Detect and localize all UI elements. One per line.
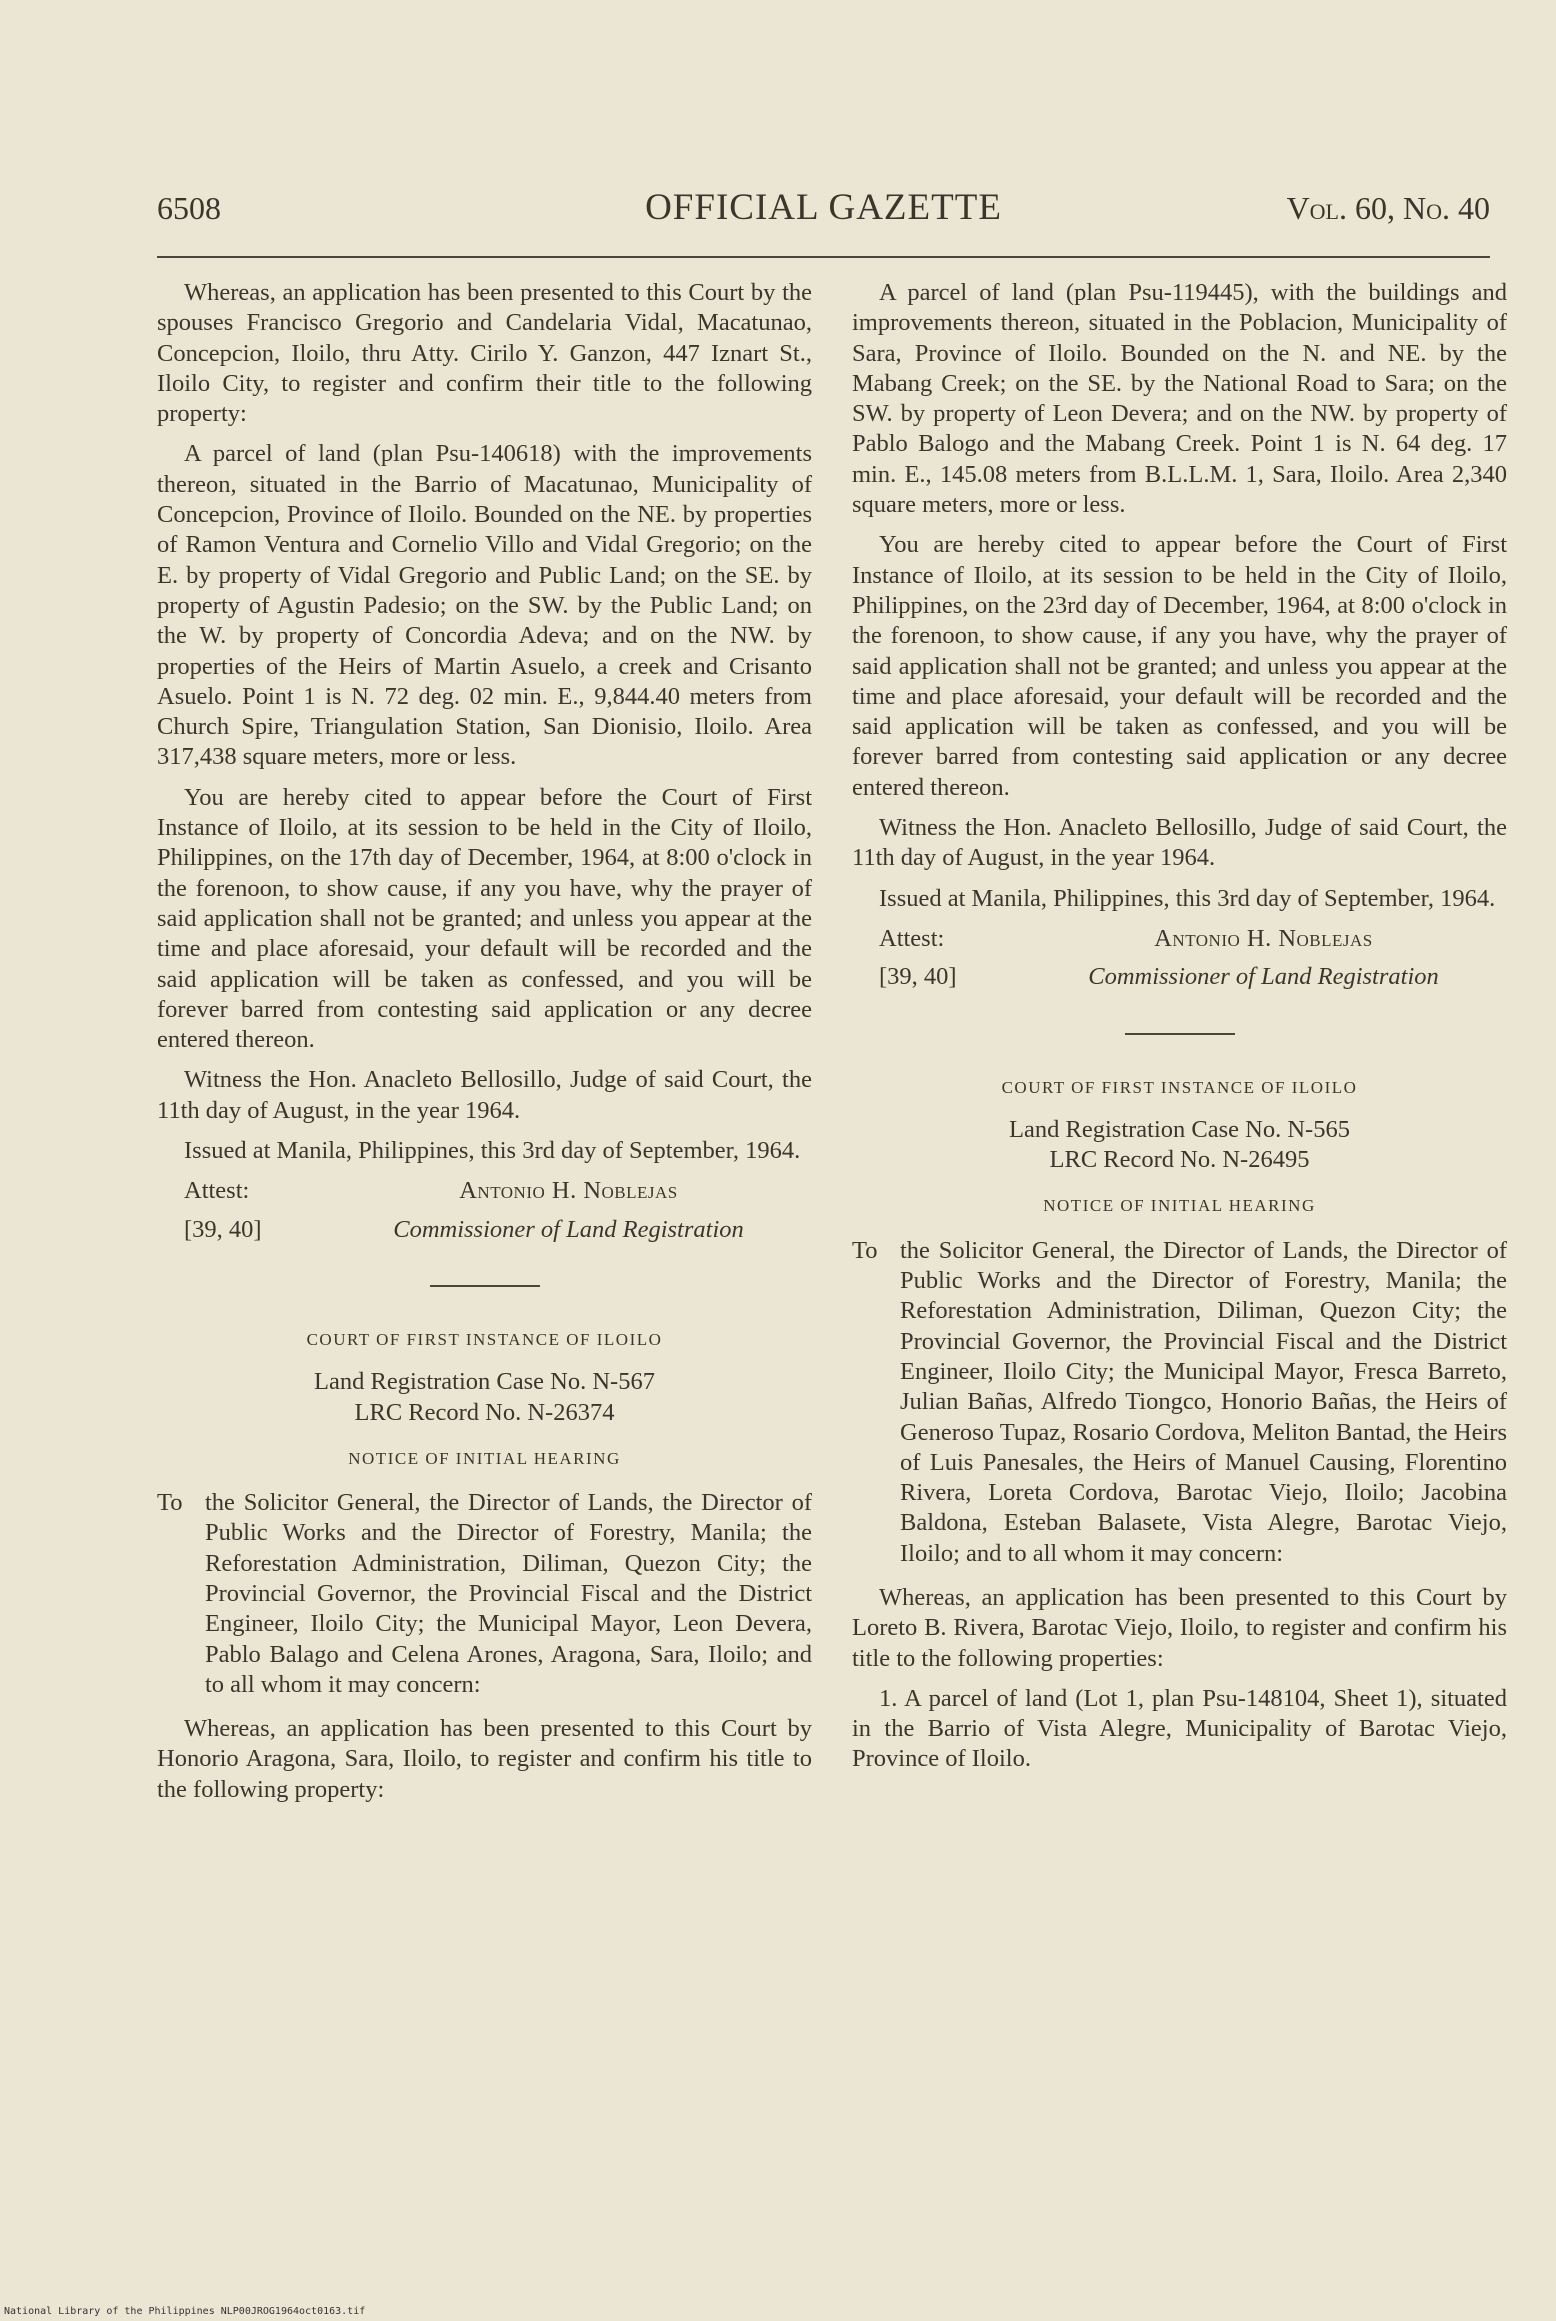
attest-line	[852, 924, 1507, 954]
addressees	[157, 1488, 812, 1700]
paragraph: Whereas, an application has been presented to this Court by the spouses Francisco Gregorio and Candelaria Vidal, Macatunao, Concepcion, Iloilo, thru Atty. Cirilo Y. Ganzon, 447 Iznart St., Iloilo City, to register and confirm their title to the following property:	[157, 279, 812, 428]
to-label: To	[852, 1236, 878, 1264]
attest-label: Attest:	[879, 924, 945, 952]
paragraph: Issued at Manila, Philippines, this 3rd day of September, 1964.	[879, 884, 1496, 912]
attest-title-line	[852, 962, 1507, 992]
notice-heading: NOTICE OF INITIAL HEARING	[1043, 1196, 1316, 1216]
paragraph: Whereas, an application has been presented to this Court by Honorio Aragona, Sara, Iloilo, to register and confirm his title to the following property:	[157, 1715, 812, 1803]
attest-line	[157, 1176, 812, 1206]
attest-title-line	[157, 1215, 812, 1245]
page-header	[157, 187, 1490, 240]
paragraph: You are hereby cited to appear before the Court of First Instance of Iloilo, at its session to be held in the City of Iloilo, Philippines, on the 17th day of December, 1964, at 8:00 o'clock in the forenoon, to show cause, if any you have, why the prayer of said application shall not be granted; and unless you appear at the time and place aforesaid, your default will be recorded and the said application will be taken as confessed, and you will be forever barred from contesting said application or any decree entered thereon.	[157, 783, 812, 1054]
attest-label: Attest:	[184, 1177, 250, 1205]
paragraph: You are hereby cited to appear before the Court of First Instance of Iloilo, at its session to be held in the City of Iloilo, Philippines, on the 23rd day of December, 1964, at 8:00 o'clock in the forenoon, to show cause, if any you have, why the prayer of said application shall not be granted; and unless you appear at the time and place aforesaid, your default will be recorded and the said application will be taken as confessed, and you will be forever barred from contesting said application or any decree entered thereon.	[852, 531, 1507, 801]
notice-heading: NOTICE OF INITIAL HEARING	[348, 1448, 621, 1468]
court-heading: COURT OF FIRST INSTANCE OF ILOILO	[1001, 1077, 1358, 1097]
volume-issue: Vol. 60, No. 40	[1286, 190, 1490, 226]
attest-name: Antonio H. Noblejas	[459, 1177, 678, 1205]
lrc-record-number: LRC Record No. N-26495	[1049, 1146, 1310, 1174]
to-label: To	[157, 1489, 183, 1517]
right-column	[852, 278, 1507, 1785]
attest-title: Commissioner of Land Registration	[1088, 963, 1439, 991]
addressee-list: the Solicitor General, the Director of Lands, the Director of Public Works and the Director of Forestry, Manila; the Reforestation Administration, Diliman, Quezon City; the Provincial Governor, the Provincial Fiscal and the District Engineer, Iloilo City; the Municipal Mayor, Leon Devera, Pablo Balago and Celena Arones, Aragona, Sara, Iloilo; and to all whom it may concern:	[205, 1489, 812, 1698]
paragraph: Witness the Hon. Anacleto Bellosillo, Judge of said Court, the 11th day of August, in the year 1964.	[157, 1066, 812, 1124]
left-column	[157, 278, 812, 1815]
paragraph: A parcel of land (plan Psu-140618) with the improvements thereon, situated in the Barrio of Macatunao, Municipality of Concepcion, Province of Iloilo. Bounded on the NE. by properties of Ramon Ventura and Cornelio Villo and Vidal Gregorio; on the E. by property of Vidal Gregorio and Public Land; on the SE. by property of Agustin Padesio; on the SW. by the Public Land; on the W. by property of Concordia Adeva; and on the NW. by properties of the Heirs of Martin Asuelo, a creek and Crisanto Asuelo. Point 1 is N. 72 deg. 02 min. E., 9,844.40 meters from Church Spire, Triangulation Station, San Dionisio, Iloilo. Area 317,438 square meters, more or less.	[157, 440, 812, 771]
scan-footer: National Library of the Philippines NLP00JROG1964oct0163.tif	[4, 2306, 366, 2317]
attest-name: Antonio H. Noblejas	[1154, 924, 1373, 952]
section-divider	[430, 1285, 540, 1287]
paragraph: Whereas, an application has been presented to this Court by Loreto B. Rivera, Barotac Viejo, Iloilo, to register and confirm his title to the following properties:	[852, 1583, 1507, 1672]
issue-reference: [39, 40]	[879, 963, 957, 991]
addressee-list: the Solicitor General, the Director of Lands, the Director of Public Works and the Director of Forestry, Manila; the Reforestation Administration, Diliman, Quezon City; the Provincial Governor, the Provincial Fiscal and the District Engineer, Iloilo City; the Municipal Mayor, Fresca Barreto, Julian Bañas, Alfredo Tiongco, Honorio Bañas, the Heirs of Generoso Tupaz, Rosario Cordova, Meliton Bantad, the Heirs of Luis Panesales, the Heirs of Manuel Causing, Florentino Rivera, Loreta Cordova, Barotac Viejo, Iloilo; Jacobina Baldona, Esteban Balasete, Vista Alegre, Barotac Viejo, Iloilo; and to all whom it may concern:	[900, 1236, 1507, 1567]
case-number: Land Registration Case No. N-565	[1009, 1115, 1350, 1143]
section-divider	[1125, 1033, 1235, 1035]
publication-title: OFFICIAL GAZETTE	[645, 187, 1002, 228]
paragraph: 1. A parcel of land (Lot 1, plan Psu-148104, Sheet 1), situated in the Barrio of Vista Alegre, Municipality of Barotac Viejo, Province of Iloilo.	[852, 1684, 1507, 1773]
court-heading: COURT OF FIRST INSTANCE OF ILOILO	[306, 1329, 663, 1349]
paragraph: Issued at Manila, Philippines, this 3rd day of September, 1964.	[184, 1137, 801, 1165]
page-number: 6508	[157, 190, 221, 226]
lrc-record-number: LRC Record No. N-26374	[354, 1398, 615, 1426]
issue-reference: [39, 40]	[184, 1215, 262, 1243]
addressees	[852, 1236, 1507, 1569]
paragraph: Witness the Hon. Anacleto Bellosillo, Judge of said Court, the 11th day of August, in the year 1964.	[852, 814, 1507, 872]
case-number: Land Registration Case No. N-567	[314, 1368, 655, 1396]
header-rule	[157, 256, 1490, 258]
paragraph: A parcel of land (plan Psu-119445), with the buildings and improvements thereon, situated in the Poblacion, Municipality of Sara, Province of Iloilo. Bounded on the N. and NE. by the Mabang Creek; on the SE. by the National Road to Sara; on the SW. by property of Leon Devera; and on the NW. by property of Pablo Balogo and the Mabang Creek. Point 1 is N. 64 deg. 17 min. E., 145.08 meters from B.L.L.M. 1, Sara, Iloilo. Area 2,340 square meters, more or less.	[852, 279, 1507, 519]
attest-title: Commissioner of Land Registration	[393, 1215, 744, 1243]
